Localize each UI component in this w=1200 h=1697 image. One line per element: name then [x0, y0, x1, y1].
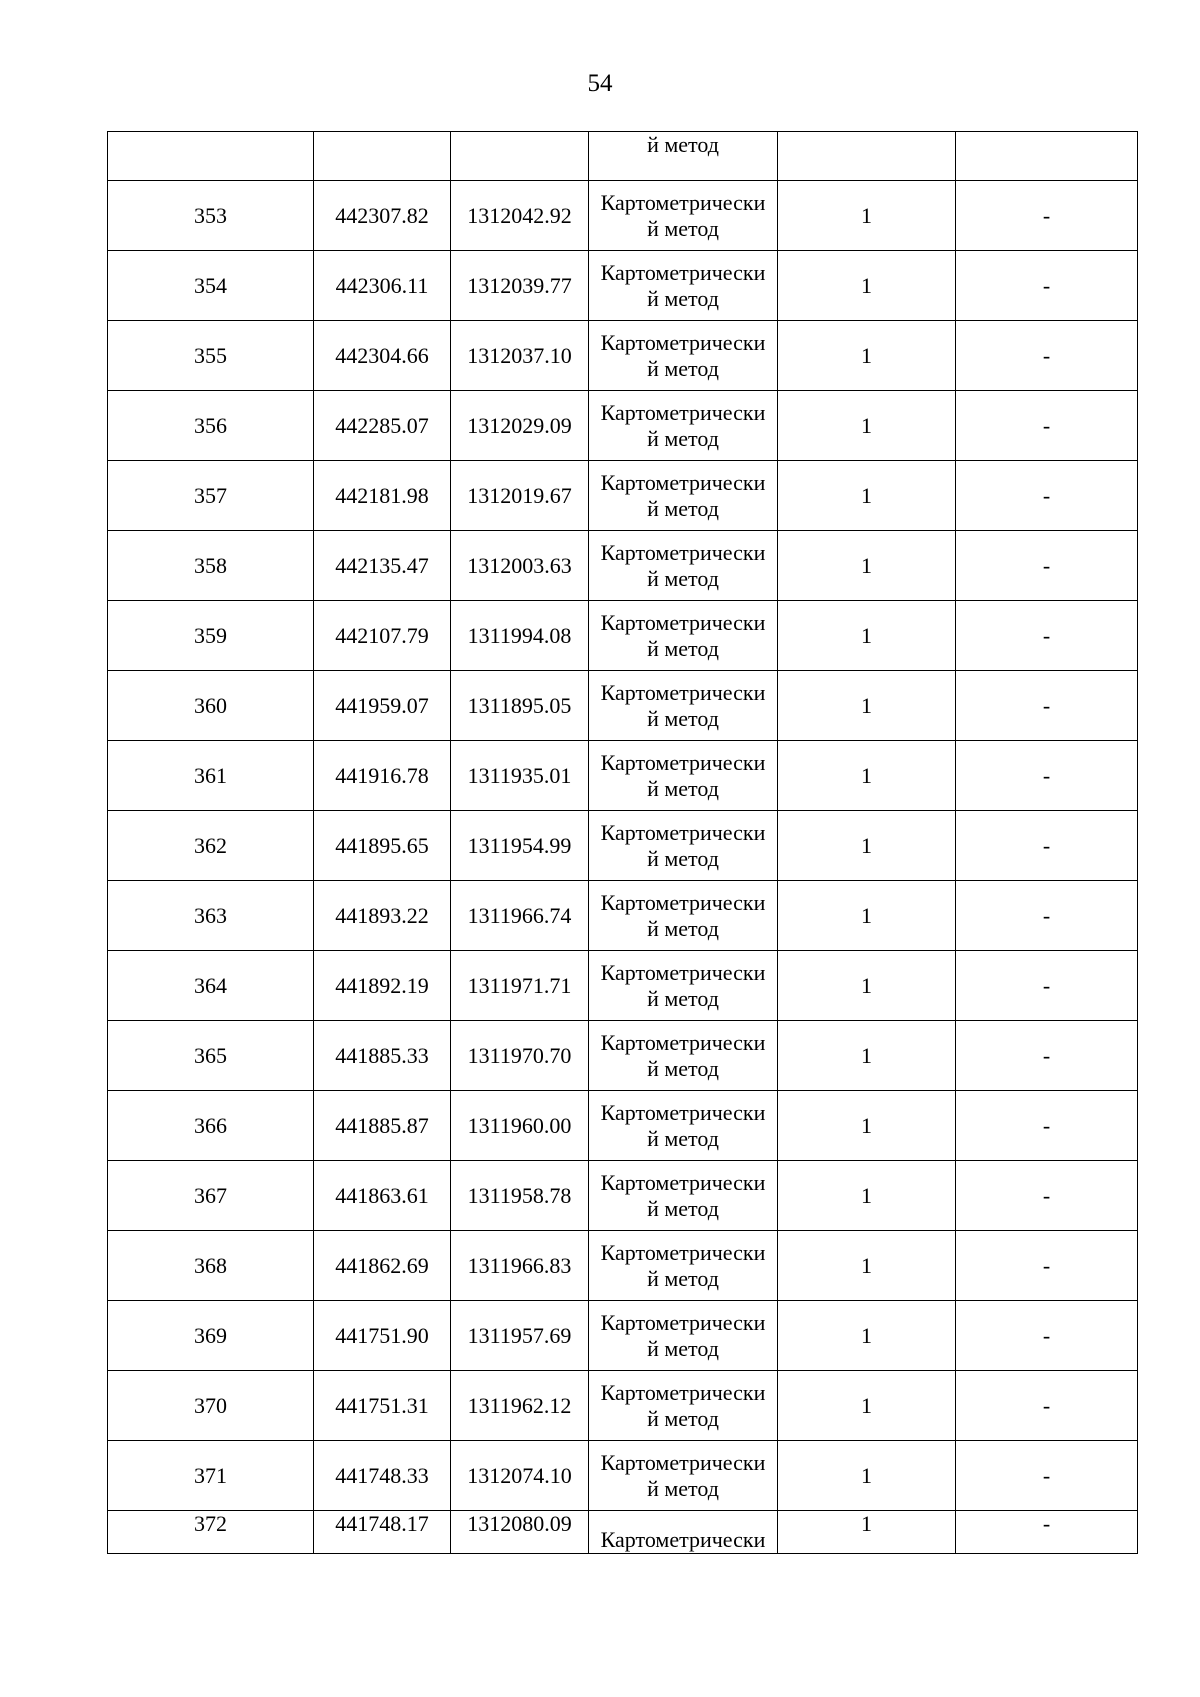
cell-point-number	[108, 132, 314, 181]
cell-note: -	[956, 671, 1138, 741]
cell-x: 441863.61	[314, 1161, 451, 1231]
cell-y: 1312037.10	[451, 321, 589, 391]
cell-note: -	[956, 1091, 1138, 1161]
cell-point-number: 362	[108, 811, 314, 881]
method-line-2: й метод	[647, 845, 719, 871]
method-line-2: й метод	[647, 355, 719, 381]
cell-note: -	[956, 181, 1138, 251]
cell-y: 1311954.99	[451, 811, 589, 881]
method-line-1: Картометрически	[600, 539, 766, 565]
cell-accuracy: 1	[778, 1371, 956, 1441]
cell-y: 1312074.10	[451, 1441, 589, 1511]
method-line-1: Картометрически	[600, 959, 766, 985]
cell-method	[589, 1091, 778, 1161]
cell-y: 1312003.63	[451, 531, 589, 601]
cell-note: -	[956, 391, 1138, 461]
method-line-1: Картометрически	[600, 819, 766, 845]
cell-x: 442181.98	[314, 461, 451, 531]
method-line-2: й метод	[647, 1475, 719, 1501]
table-row	[108, 1021, 1138, 1091]
cell-method	[589, 601, 778, 671]
cell-accuracy: 1	[778, 181, 956, 251]
table-row	[108, 531, 1138, 601]
cell-accuracy: 1	[778, 1161, 956, 1231]
table-row	[108, 181, 1138, 251]
method-line-1: Картометрически	[600, 259, 766, 285]
method-line-1: Картометрически	[600, 189, 766, 215]
cell-x: 442135.47	[314, 531, 451, 601]
cell-accuracy: 1	[778, 741, 956, 811]
table-row	[108, 601, 1138, 671]
cell-y: 1311994.08	[451, 601, 589, 671]
method-line-1: Картометрически	[600, 1309, 766, 1335]
cell-method	[589, 1441, 778, 1511]
cell-method	[589, 1161, 778, 1231]
table-row	[108, 391, 1138, 461]
cell-note: -	[956, 601, 1138, 671]
cell-point-number: 356	[108, 391, 314, 461]
cell-x: 441895.65	[314, 811, 451, 881]
cell-accuracy: 1	[778, 671, 956, 741]
cell-method	[589, 1371, 778, 1441]
coordinates-table	[107, 131, 1138, 1554]
method-line-2: й метод	[647, 1125, 719, 1151]
table-row	[108, 951, 1138, 1021]
cell-method	[589, 811, 778, 881]
cell-note: -	[956, 811, 1138, 881]
method-line-2: й метод	[647, 635, 719, 661]
cell-x: 442304.66	[314, 321, 451, 391]
cell-point-number: 367	[108, 1161, 314, 1231]
cell-point-number: 358	[108, 531, 314, 601]
table-row	[108, 671, 1138, 741]
cell-point-number: 361	[108, 741, 314, 811]
cell-y: 1312039.77	[451, 251, 589, 321]
cell-note: -	[956, 881, 1138, 951]
cell-point-number: 371	[108, 1441, 314, 1511]
cell-note: -	[956, 531, 1138, 601]
table-row	[108, 1231, 1138, 1301]
cell-y: 1312029.09	[451, 391, 589, 461]
cell-accuracy: 1	[778, 391, 956, 461]
cell-accuracy: 1	[778, 1441, 956, 1511]
cell-accuracy: 1	[778, 251, 956, 321]
cell-accuracy: 1	[778, 1231, 956, 1301]
cell-x: 441916.78	[314, 741, 451, 811]
cell-accuracy: 1	[778, 1021, 956, 1091]
cell-method: Картометрически	[589, 1511, 778, 1554]
method-line-1: Картометрически	[600, 1379, 766, 1405]
cell-point-number: 369	[108, 1301, 314, 1371]
cell-point-number: 366	[108, 1091, 314, 1161]
cell-point-number: 359	[108, 601, 314, 671]
cell-y: 1311966.83	[451, 1231, 589, 1301]
method-line-1: Картометрически	[600, 1029, 766, 1055]
cell-y	[451, 132, 589, 181]
method-line-1: Картометрически	[600, 1099, 766, 1125]
cell-y: 1311958.78	[451, 1161, 589, 1231]
cell-y: 1311895.05	[451, 671, 589, 741]
cell-method	[589, 881, 778, 951]
table-row	[108, 461, 1138, 531]
cell-y: 1312080.09	[451, 1511, 589, 1554]
cell-note: -	[956, 1021, 1138, 1091]
cell-note: -	[956, 461, 1138, 531]
table-row	[108, 881, 1138, 951]
table-row	[108, 1371, 1138, 1441]
cell-point-number: 357	[108, 461, 314, 531]
method-line-1: Картометрически	[600, 329, 766, 355]
table-row	[108, 1301, 1138, 1371]
cell-point-number: 365	[108, 1021, 314, 1091]
method-line-1: Картометрически	[600, 679, 766, 705]
cell-accuracy: 1	[778, 531, 956, 601]
cell-x: 442107.79	[314, 601, 451, 671]
cell-note	[956, 132, 1138, 181]
cell-x: 441862.69	[314, 1231, 451, 1301]
cell-note: -	[956, 1371, 1138, 1441]
cell-note: -	[956, 1511, 1138, 1554]
cell-accuracy: 1	[778, 811, 956, 881]
cell-note: -	[956, 1441, 1138, 1511]
cell-point-number: 353	[108, 181, 314, 251]
method-line-2: й метод	[647, 565, 719, 591]
method-line-2: й метод	[647, 705, 719, 731]
cell-point-number: 364	[108, 951, 314, 1021]
cell-accuracy: 1	[778, 601, 956, 671]
coordinates-table-body	[108, 132, 1138, 1554]
cell-point-number: 355	[108, 321, 314, 391]
method-line-2: й метод	[647, 1055, 719, 1081]
cell-x: 441893.22	[314, 881, 451, 951]
method-line-2: й метод	[647, 495, 719, 521]
cell-accuracy: 1	[778, 1511, 956, 1554]
cell-y: 1312019.67	[451, 461, 589, 531]
cell-accuracy: 1	[778, 951, 956, 1021]
cell-x: 442285.07	[314, 391, 451, 461]
cell-method	[589, 391, 778, 461]
cell-x: 441748.33	[314, 1441, 451, 1511]
table-row	[108, 321, 1138, 391]
method-line-1: Картометрически	[600, 1449, 766, 1475]
table-row	[108, 1161, 1138, 1231]
cell-note: -	[956, 321, 1138, 391]
cell-method	[589, 671, 778, 741]
cell-x: 442306.11	[314, 251, 451, 321]
cell-method	[589, 321, 778, 391]
cell-note: -	[956, 1161, 1138, 1231]
cell-note: -	[956, 1231, 1138, 1301]
cell-x: 442307.82	[314, 181, 451, 251]
cell-method	[589, 741, 778, 811]
method-line-2: й метод	[647, 425, 719, 451]
cell-y: 1311960.00	[451, 1091, 589, 1161]
method-line-2: й метод	[647, 775, 719, 801]
method-line-2: й метод	[647, 285, 719, 311]
method-line-2: й метод	[647, 915, 719, 941]
table-row	[108, 1441, 1138, 1511]
cell-y: 1311962.12	[451, 1371, 589, 1441]
cell-x: 441892.19	[314, 951, 451, 1021]
cell-x: 441748.17	[314, 1511, 451, 1554]
method-line-2: й метод	[647, 1405, 719, 1431]
cell-y: 1311935.01	[451, 741, 589, 811]
cell-accuracy: 1	[778, 461, 956, 531]
cell-accuracy: 1	[778, 1091, 956, 1161]
table-row	[108, 1091, 1138, 1161]
cell-method	[589, 1021, 778, 1091]
cell-accuracy: 1	[778, 881, 956, 951]
cell-method	[589, 1231, 778, 1301]
method-line-2: й метод	[647, 1265, 719, 1291]
cell-method	[589, 461, 778, 531]
method-line-1: Картометрически	[600, 609, 766, 635]
table-row	[108, 741, 1138, 811]
method-line-1: Картометрически	[600, 1239, 766, 1265]
cell-method	[589, 1301, 778, 1371]
table-row-continued	[108, 132, 1138, 181]
cell-y: 1311971.71	[451, 951, 589, 1021]
method-line-1: Картометрически	[600, 749, 766, 775]
cell-method: й метод	[589, 132, 778, 181]
method-line-2: й метод	[647, 215, 719, 241]
method-line-2: й метод	[647, 1335, 719, 1361]
cell-point-number: 360	[108, 671, 314, 741]
page-number: 54	[587, 70, 613, 97]
cell-accuracy: 1	[778, 321, 956, 391]
method-line-1: Картометрически	[600, 469, 766, 495]
cell-point-number: 363	[108, 881, 314, 951]
method-line-2: й метод	[647, 985, 719, 1011]
cell-point-number: 368	[108, 1231, 314, 1301]
cell-x: 441959.07	[314, 671, 451, 741]
cell-note: -	[956, 951, 1138, 1021]
cell-point-number: 370	[108, 1371, 314, 1441]
table-row	[108, 251, 1138, 321]
cell-method	[589, 531, 778, 601]
cell-x	[314, 132, 451, 181]
cell-x: 441751.90	[314, 1301, 451, 1371]
cell-y: 1311966.74	[451, 881, 589, 951]
cell-note: -	[956, 741, 1138, 811]
cell-x: 441885.87	[314, 1091, 451, 1161]
method-line-1: Картометрически	[600, 889, 766, 915]
cell-method	[589, 251, 778, 321]
method-line-1: Картометрически	[600, 1169, 766, 1195]
cell-y: 1311957.69	[451, 1301, 589, 1371]
cell-method	[589, 951, 778, 1021]
cell-note: -	[956, 1301, 1138, 1371]
method-line-1: Картометрически	[600, 399, 766, 425]
cell-point-number: 372	[108, 1511, 314, 1554]
table-row	[108, 811, 1138, 881]
cell-y: 1311970.70	[451, 1021, 589, 1091]
cell-method	[589, 181, 778, 251]
cell-accuracy: 1	[778, 1301, 956, 1371]
cell-note: -	[956, 251, 1138, 321]
cell-x: 441751.31	[314, 1371, 451, 1441]
table-row-last	[108, 1511, 1138, 1554]
method-line-2: й метод	[647, 1195, 719, 1221]
cell-y: 1312042.92	[451, 181, 589, 251]
cell-accuracy	[778, 132, 956, 181]
cell-x: 441885.33	[314, 1021, 451, 1091]
cell-point-number: 354	[108, 251, 314, 321]
